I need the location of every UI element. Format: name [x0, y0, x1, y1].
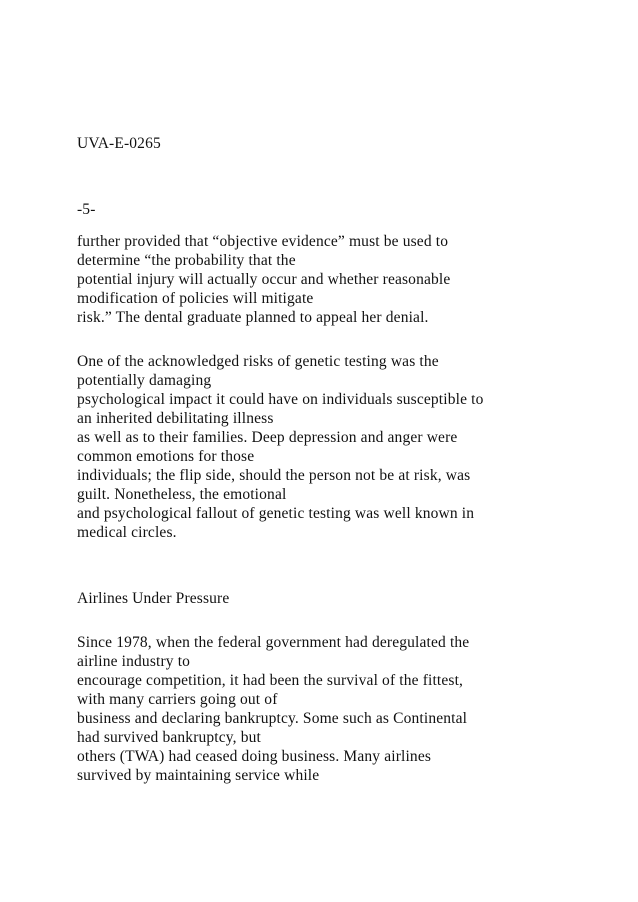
text-line: individuals; the flip side, should the person not be at risk, was	[77, 467, 471, 484]
text-line: had survived bankruptcy, but	[77, 729, 261, 746]
text-line: One of the acknowledged risks of genetic testing was the	[77, 353, 439, 370]
text-line: others (TWA) had ceased doing business. Many airlines	[77, 748, 432, 765]
text-line: medical circles.	[77, 524, 177, 541]
text-line: encourage competition, it had been the survival of the fittest,	[77, 672, 464, 689]
text-line: and psychological fallout of genetic testing was well known in	[77, 505, 475, 522]
text-line: survived by maintaining service while	[77, 767, 320, 784]
section-heading: Airlines Under Pressure	[77, 590, 230, 607]
text-line: guilt. Nonetheless, the emotional	[77, 486, 287, 503]
page-number: -5-	[77, 201, 96, 218]
text-line: with many carriers going out of	[77, 691, 278, 708]
text-line: common emotions for those	[77, 448, 255, 465]
text-line: business and declaring bankruptcy. Some such as Continental	[77, 710, 468, 727]
text-line: psychological impact it could have on individuals susceptible to	[77, 391, 484, 408]
document-id: UVA-E-0265	[77, 135, 161, 152]
text-line: modification of policies will mitigate	[77, 290, 314, 307]
text-line: airline industry to	[77, 653, 191, 670]
text-line: further provided that “objective evidence” must be used to	[77, 233, 449, 250]
text-line: as well as to their families. Deep depression and anger were	[77, 429, 458, 446]
text-line: determine “the probability that the	[77, 252, 296, 269]
text-line: an inherited debilitating illness	[77, 410, 274, 427]
text-line: risk.” The dental graduate planned to appeal her denial.	[77, 309, 429, 326]
text-line: potential injury will actually occur and whether reasonable	[77, 271, 451, 288]
text-line: potentially damaging	[77, 372, 212, 389]
text-line: Since 1978, when the federal government had deregulated the	[77, 634, 470, 651]
